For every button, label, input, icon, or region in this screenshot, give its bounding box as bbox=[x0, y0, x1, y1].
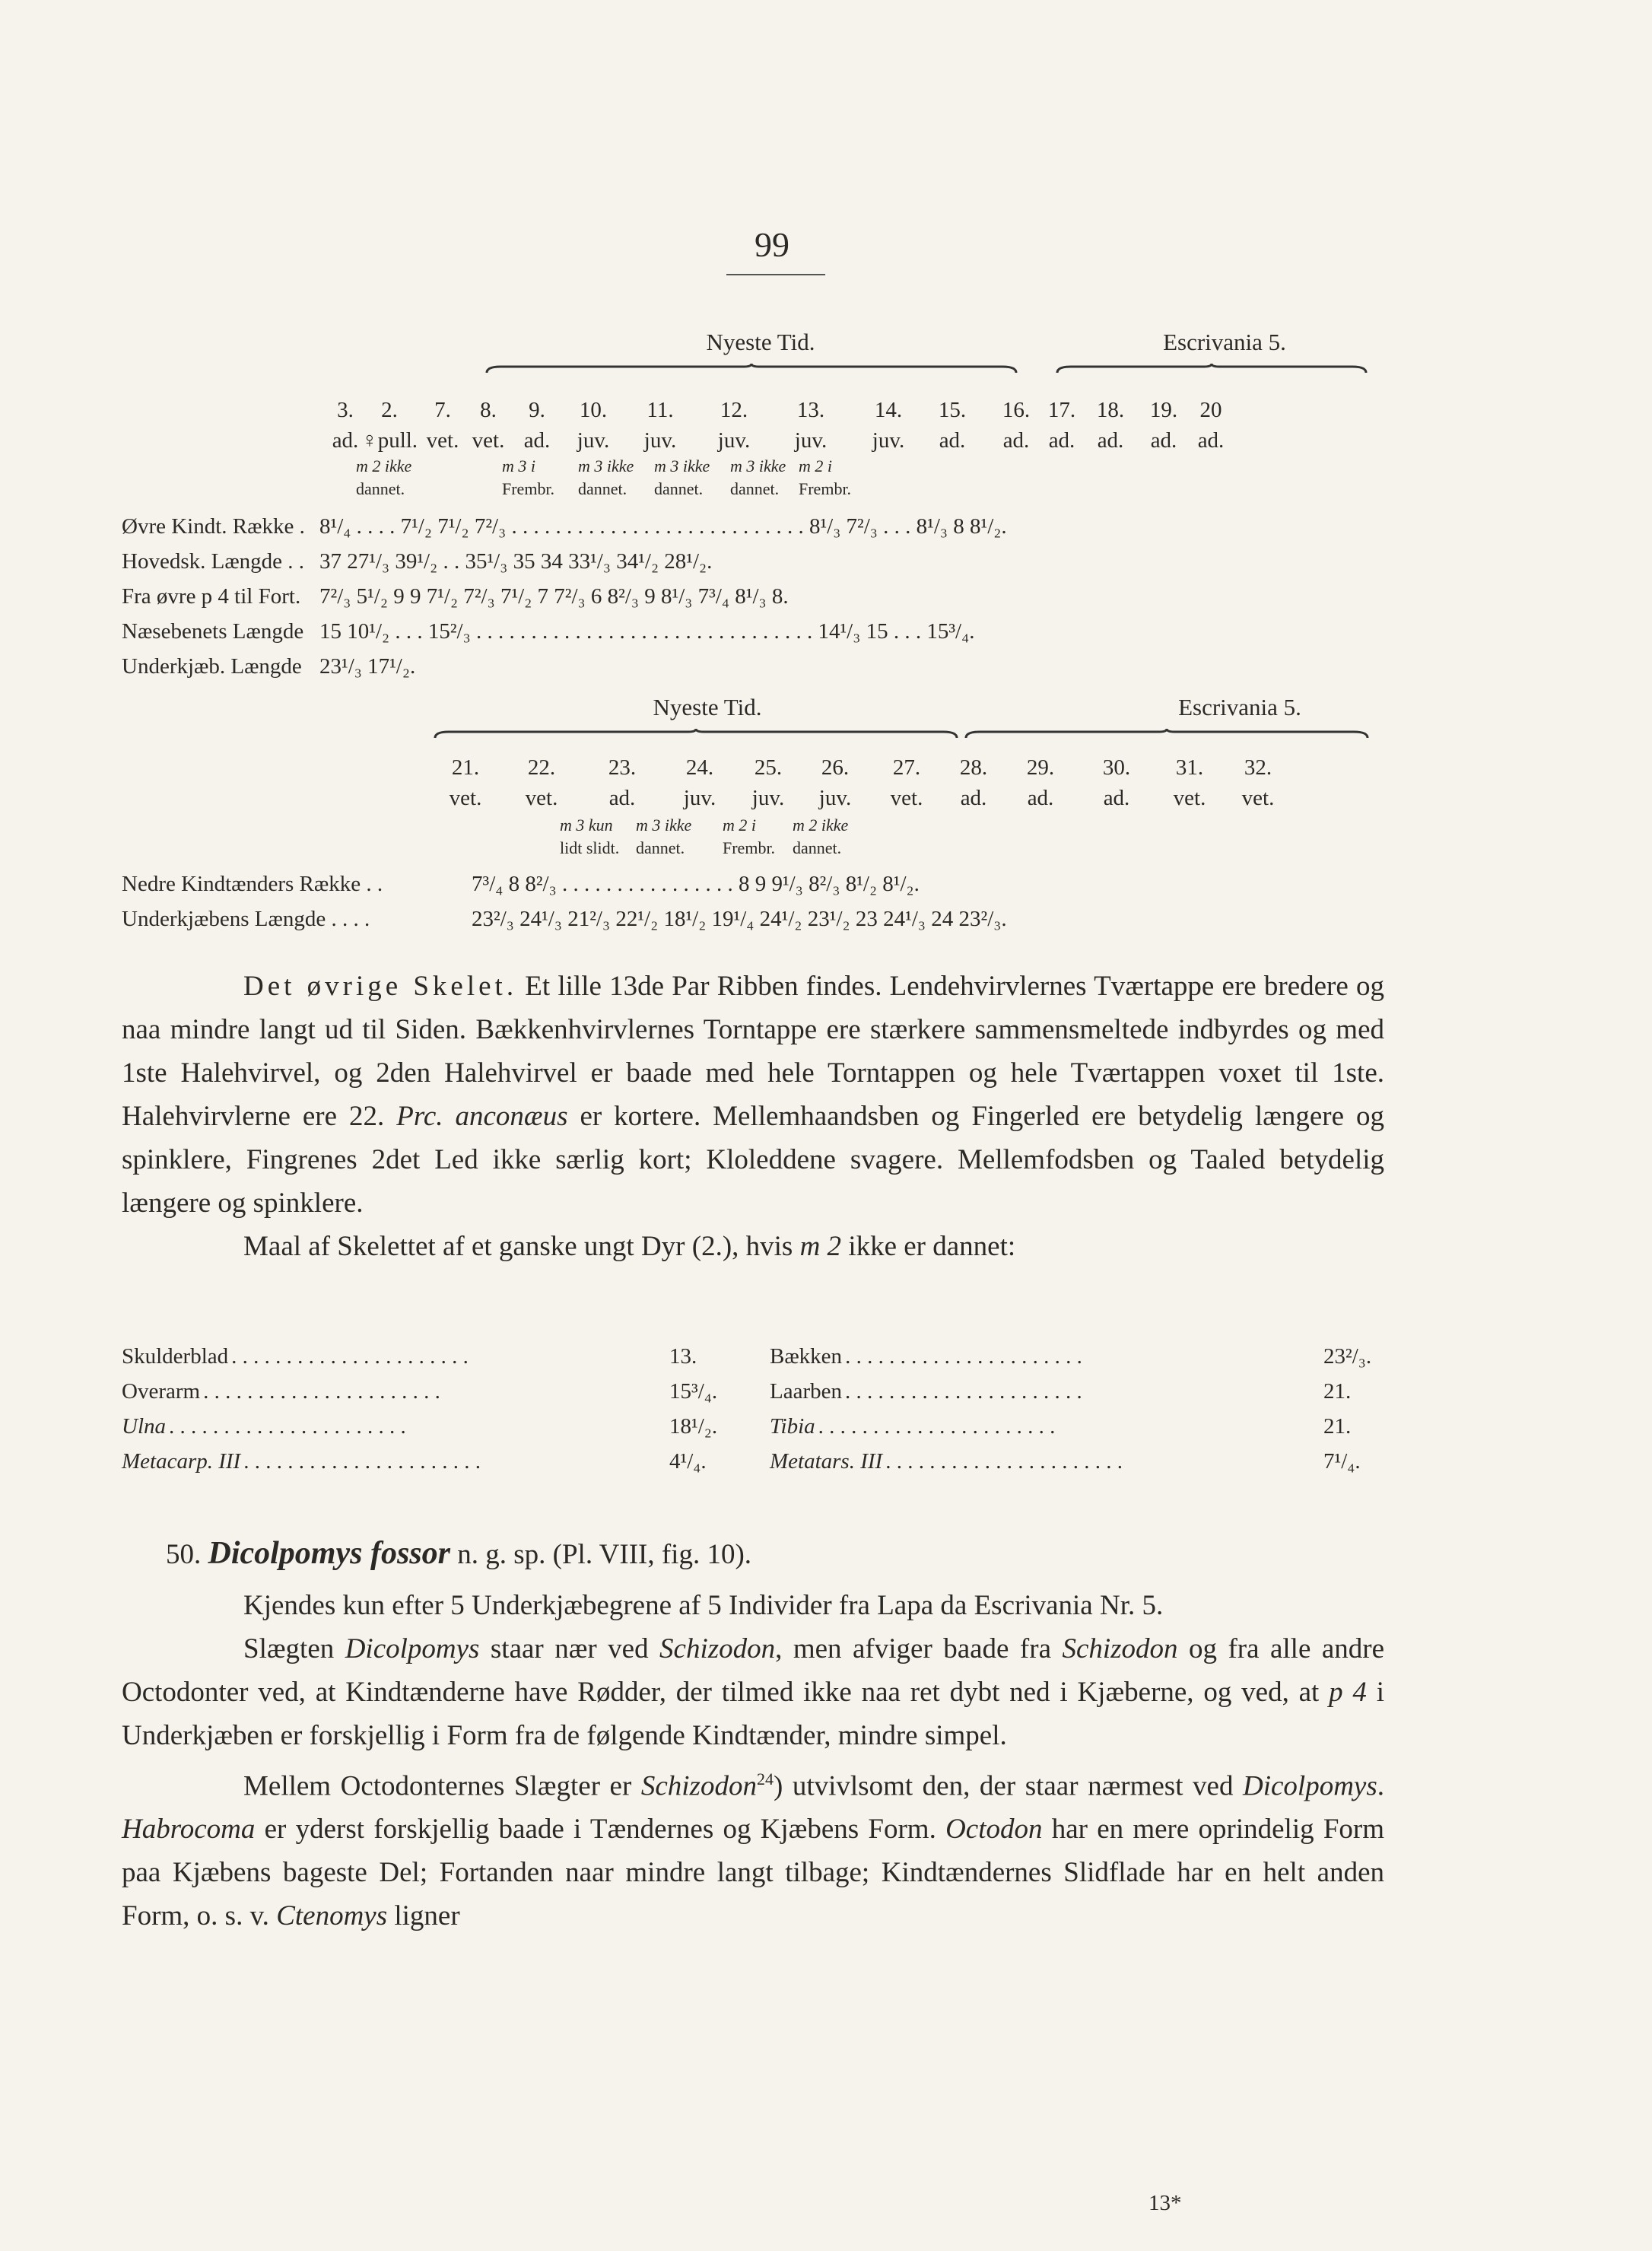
table2-row-values: 23²/₃ 24¹/₃ 21²/₃ 22¹/₂ 18¹/₂ 19¹/₄ 24¹/₂ 23¹/₂ 23 24¹/₃ 24 23²/₃. bbox=[472, 907, 1007, 931]
table2-column-number: 27. bbox=[892, 755, 921, 780]
table1-age: juv. bbox=[794, 428, 828, 453]
table1-age: ♀pull. bbox=[361, 428, 418, 453]
table1-row-label: Fra øvre p 4 til Fort. bbox=[122, 584, 301, 609]
table1-note-line2: dannet. bbox=[356, 479, 405, 498]
table1-note-line1: m 2 i bbox=[799, 456, 832, 475]
table2-row-label: Underkjæbens Længde . . . . bbox=[122, 907, 370, 931]
measure-intro bbox=[122, 1225, 1384, 1268]
table1-column-number: 3. bbox=[337, 398, 354, 422]
measure-left-value: 15³/₄. bbox=[669, 1379, 718, 1404]
table2-column-number: 32. bbox=[1244, 755, 1272, 780]
measure-left-label: Overarm bbox=[122, 1379, 201, 1404]
table1-note-line1: m 3 ikke bbox=[730, 456, 786, 475]
dicolpomys-p3: Mellem Octodonternes Slægter er Schizodon$^{24}$) utvivlsomt den, der staar nærmest ved Dicolpomys. Habrocoma er yderst forskjellig baade i Tændernes og Kjæbens Form. Octodon har en mere oprindelig Form paa Kjæbens bageste Del; Fortanden naar mindre langt tilbage; Kindtændernes Slidflade har en helt anden Form, o. s. v. Ctenomys ligner bbox=[122, 1769, 1385, 1932]
measure-intro-tooth: m 2 bbox=[799, 1231, 842, 1262]
measure-intro-end: ikke er dannet: bbox=[841, 1231, 1016, 1262]
table1-row-label: Næsebenets Længde bbox=[122, 619, 304, 644]
measure-left-value: 13. bbox=[669, 1344, 697, 1369]
table1-column-number: 7. bbox=[434, 398, 451, 422]
table1-note-line1: m 2 ikke bbox=[356, 456, 412, 475]
table2-column-number: 31. bbox=[1175, 755, 1204, 780]
table1-row-values: 37 27¹/₃ 39¹/₂ . . 35¹/₃ 35 34 33¹/₃ 34¹/₂ 28¹/₂. bbox=[319, 549, 713, 574]
measure-right-dots: . . . . . . . . . . . . . . . . . . . . . . bbox=[845, 1379, 1082, 1404]
table2-column-number: 25. bbox=[754, 755, 783, 780]
table1-age: ad. bbox=[1150, 428, 1177, 453]
table2-age: ad. bbox=[1103, 786, 1130, 810]
measure-right-dots: . . . . . . . . . . . . . . . . . . . . . . bbox=[885, 1449, 1123, 1474]
table2-age: juv. bbox=[683, 786, 716, 810]
table2-column-number: 24. bbox=[685, 755, 714, 780]
table2-age: vet. bbox=[890, 786, 923, 810]
dicolpomys-text bbox=[122, 1584, 1384, 1938]
table1-note-line1: m 3 ikke bbox=[654, 456, 710, 475]
table2-column-number: 21. bbox=[451, 755, 480, 780]
table1-age: ad. bbox=[1097, 428, 1124, 453]
table1-row-label: Hovedsk. Længde . . bbox=[122, 549, 305, 574]
measure-right-value: 21. bbox=[1323, 1414, 1352, 1439]
measure-right-dots: . . . . . . . . . . . . . . . . . . . . . . bbox=[818, 1414, 1056, 1439]
page-number: 99 bbox=[755, 225, 789, 264]
table1-age: vet. bbox=[426, 428, 459, 453]
measure-left-dots: . . . . . . . . . . . . . . . . . . . . . . bbox=[169, 1414, 406, 1439]
table2-age: vet. bbox=[525, 786, 558, 810]
measure-right-label: Bækken bbox=[770, 1344, 843, 1369]
table1-brace-left bbox=[485, 364, 1018, 374]
table2-age: ad. bbox=[608, 786, 636, 810]
skeleton-muscle: Prc. anconæus bbox=[396, 1101, 568, 1132]
table1-age: juv. bbox=[643, 428, 677, 453]
measure-left-dots: . . . . . . . . . . . . . . . . . . . . . . bbox=[231, 1344, 469, 1369]
table1-row-values: 7²/₃ 5¹/₂ 9 9 7¹/₂ 7²/₃ 7¹/₂ 7 7²/₃ 6 8²/₃ 9 8¹/₃ 7³/₄ 8¹/₃ 8. bbox=[319, 584, 789, 609]
table1-row-values: 23¹/₃ 17¹/₂. bbox=[319, 654, 416, 679]
table2-column-number: 22. bbox=[527, 755, 556, 780]
page-number-rule bbox=[726, 274, 825, 275]
table1-age: ad. bbox=[939, 428, 966, 453]
table1-group-left: Nyeste Tid. bbox=[706, 329, 815, 355]
table2-group-left: Nyeste Tid. bbox=[653, 694, 762, 720]
dicolpomys-p2: Slægten Dicolpomys staar nær ved Schizodon, men afviger baade fra Schizodon og fra alle andre Octodonter ved, at Kindtænderne have Rødder, der tilmed ikke naa ret dybt ned i Kjæberne, og ved, at p 4 i Underkjæben er forskjellig i Form fra de følgende Kindtænder, mindre simpel. bbox=[122, 1633, 1384, 1751]
table1-age: ad. bbox=[1197, 428, 1225, 453]
table2-row-values: 7³/₄ 8 8²/₃ . . . . . . . . . . . . . . . . 8 9 9¹/₃ 8²/₃ 8¹/₂ 8¹/₂. bbox=[472, 872, 920, 896]
table2-note-line2: lidt slidt. bbox=[560, 838, 620, 857]
table2-column-number: 29. bbox=[1026, 755, 1055, 780]
table2-column-number: 28. bbox=[959, 755, 988, 780]
measure-right-dots: . . . . . . . . . . . . . . . . . . . . . . bbox=[845, 1344, 1082, 1369]
measure-left-dots: . . . . . . . . . . . . . . . . . . . . . . bbox=[243, 1449, 481, 1474]
table2-note-line1: m 3 kun bbox=[560, 816, 613, 835]
table1-note-line2: Frembr. bbox=[502, 479, 555, 498]
measure-left-label: Skulderblad bbox=[122, 1344, 229, 1369]
table2-age: ad. bbox=[1027, 786, 1054, 810]
measure-left-label: Ulna bbox=[122, 1414, 166, 1439]
table1-column-number: 17. bbox=[1047, 398, 1076, 422]
table1-note-line1: m 3 ikke bbox=[578, 456, 634, 475]
table2-age: juv. bbox=[818, 786, 852, 810]
section-rest: n. g. sp. (Pl. VIII, fig. 10). bbox=[450, 1539, 752, 1570]
skeleton-body-2: er kortere. Mellemhaandsben og Fingerled ere betydelig længere og spinklere, Fingrenes 2det Led ikke særlig kort; Kloleddene svagere. Mellemfodsben og Taaled betydelig længere og spinklere. bbox=[122, 1101, 1384, 1219]
table1-column-number: 14. bbox=[874, 398, 903, 422]
table1-column-number: 9. bbox=[529, 398, 545, 422]
measure-left-dots: . . . . . . . . . . . . . . . . . . . . . . bbox=[203, 1379, 440, 1404]
table1-age: juv. bbox=[577, 428, 610, 453]
table2-age: vet. bbox=[1173, 786, 1206, 810]
table2-note-line1: m 3 ikke bbox=[636, 816, 692, 835]
table1-column-number: 8. bbox=[480, 398, 497, 422]
table1-column-number: 20 bbox=[1199, 398, 1222, 422]
measure-right-value: 7¹/₄. bbox=[1323, 1449, 1361, 1474]
section-heading bbox=[166, 1535, 751, 1572]
table1-age: juv. bbox=[872, 428, 905, 453]
table2-row-label: Nedre Kindtænders Række . . bbox=[122, 872, 383, 896]
table2-age: ad. bbox=[960, 786, 987, 810]
table2-note-line1: m 2 ikke bbox=[793, 816, 849, 835]
table2-column-number: 26. bbox=[821, 755, 850, 780]
signature-mark: 13* bbox=[1148, 2191, 1182, 2215]
table1-age: ad. bbox=[332, 428, 359, 453]
table1-note-line1: m 3 i bbox=[502, 456, 535, 475]
table1-column-number: 13. bbox=[796, 398, 825, 422]
table1-age: ad. bbox=[1048, 428, 1075, 453]
measure-right-label: Laarben bbox=[770, 1379, 842, 1404]
measure-intro-text: Maal af Skelettet af et ganske ungt Dyr (2.), hvis bbox=[243, 1231, 800, 1262]
table1-row-label: Underkjæb. Længde bbox=[122, 654, 302, 679]
table1-column-number: 10. bbox=[579, 398, 608, 422]
table1-column-number: 11. bbox=[647, 398, 674, 422]
skeleton-heading: Det øvrige Skelet. bbox=[243, 971, 518, 1002]
table2-note-line1: m 2 i bbox=[723, 816, 756, 835]
measure-left-value: 4¹/₄. bbox=[669, 1449, 707, 1474]
table2-note-line2: Frembr. bbox=[723, 838, 776, 857]
table2-column-number: 30. bbox=[1102, 755, 1131, 780]
dicolpomys-p1: Kjendes kun efter 5 Underkjæbegrene af 5 Individer fra Lapa da Escrivania Nr. 5. bbox=[243, 1590, 1164, 1621]
table1-note-line2: dannet. bbox=[578, 479, 627, 498]
table1-age: ad. bbox=[1002, 428, 1030, 453]
table2-group-right: Escrivania 5. bbox=[1178, 694, 1301, 720]
table2-brace-right bbox=[964, 729, 1369, 739]
table1-note-line2: dannet. bbox=[730, 479, 780, 498]
measure-right-label: Tibia bbox=[770, 1414, 815, 1439]
skeleton-paragraph bbox=[122, 965, 1384, 1268]
table1-column-number: 16. bbox=[1002, 398, 1031, 422]
table1-column-number: 15. bbox=[938, 398, 967, 422]
table2-note-line2: dannet. bbox=[793, 838, 842, 857]
table1-row-label: Øvre Kindt. Række . bbox=[122, 514, 305, 539]
table1-column-number: 2. bbox=[381, 398, 398, 422]
table1-row-values: 8¹/₄ . . . . 7¹/₂ 7¹/₂ 7²/₃ . . . . . . . . . . . . . . . . . . . . . . . . . . . 8¹/₃ 7²/₃ . . . 8¹/₃ 8 8¹/₂. bbox=[319, 514, 1007, 539]
measure-right-value: 21. bbox=[1323, 1379, 1352, 1404]
table1-column-number: 18. bbox=[1096, 398, 1125, 422]
table1-brace-right bbox=[1056, 364, 1368, 374]
skeleton-body: Et lille 13de Par Ribben findes. Lendehvirvlernes Tværtappe ere bredere og naa mindre langt ud til Siden. Bækkenhvirvlernes Torntappe ere stærkere sammensmeltede indbyrdes og med 1ste Halehvirvel, og 2den Halehvirvel er baade med hele Torntappen og hele Tværtappen voxet til 1ste. Halehvirvlerne ere 22. bbox=[122, 971, 1384, 1132]
section-genus: Dicolpomys fossor bbox=[208, 1536, 450, 1571]
table1-note-line2: dannet. bbox=[654, 479, 704, 498]
section-number: 50. bbox=[166, 1539, 202, 1570]
table1-note-line2: Frembr. bbox=[799, 479, 852, 498]
measure-right-label: Metatars. III bbox=[770, 1449, 883, 1474]
table2-note-line2: dannet. bbox=[636, 838, 685, 857]
measure-right-value: 23²/₃. bbox=[1323, 1344, 1372, 1369]
table2-brace-left bbox=[434, 729, 958, 739]
table1-age: ad. bbox=[523, 428, 551, 453]
table2-age: vet. bbox=[1241, 786, 1275, 810]
table2-age: juv. bbox=[751, 786, 785, 810]
table1-age: juv. bbox=[717, 428, 751, 453]
measure-left-label: Metacarp. III bbox=[122, 1449, 241, 1474]
table1-group-right: Escrivania 5. bbox=[1163, 329, 1286, 355]
table1-column-number: 12. bbox=[720, 398, 748, 422]
measure-left-value: 18¹/₂. bbox=[669, 1414, 718, 1439]
table2-age: vet. bbox=[449, 786, 482, 810]
table1-row-values: 15 10¹/₂ . . . 15²/₃ . . . . . . . . . . . . . . . . . . . . . . . . . . . . . . . 14¹/₃ 15 . . . 15³/₄. bbox=[319, 619, 975, 644]
table1-column-number: 19. bbox=[1149, 398, 1178, 422]
table2-column-number: 23. bbox=[608, 755, 637, 780]
table1-age: vet. bbox=[472, 428, 505, 453]
